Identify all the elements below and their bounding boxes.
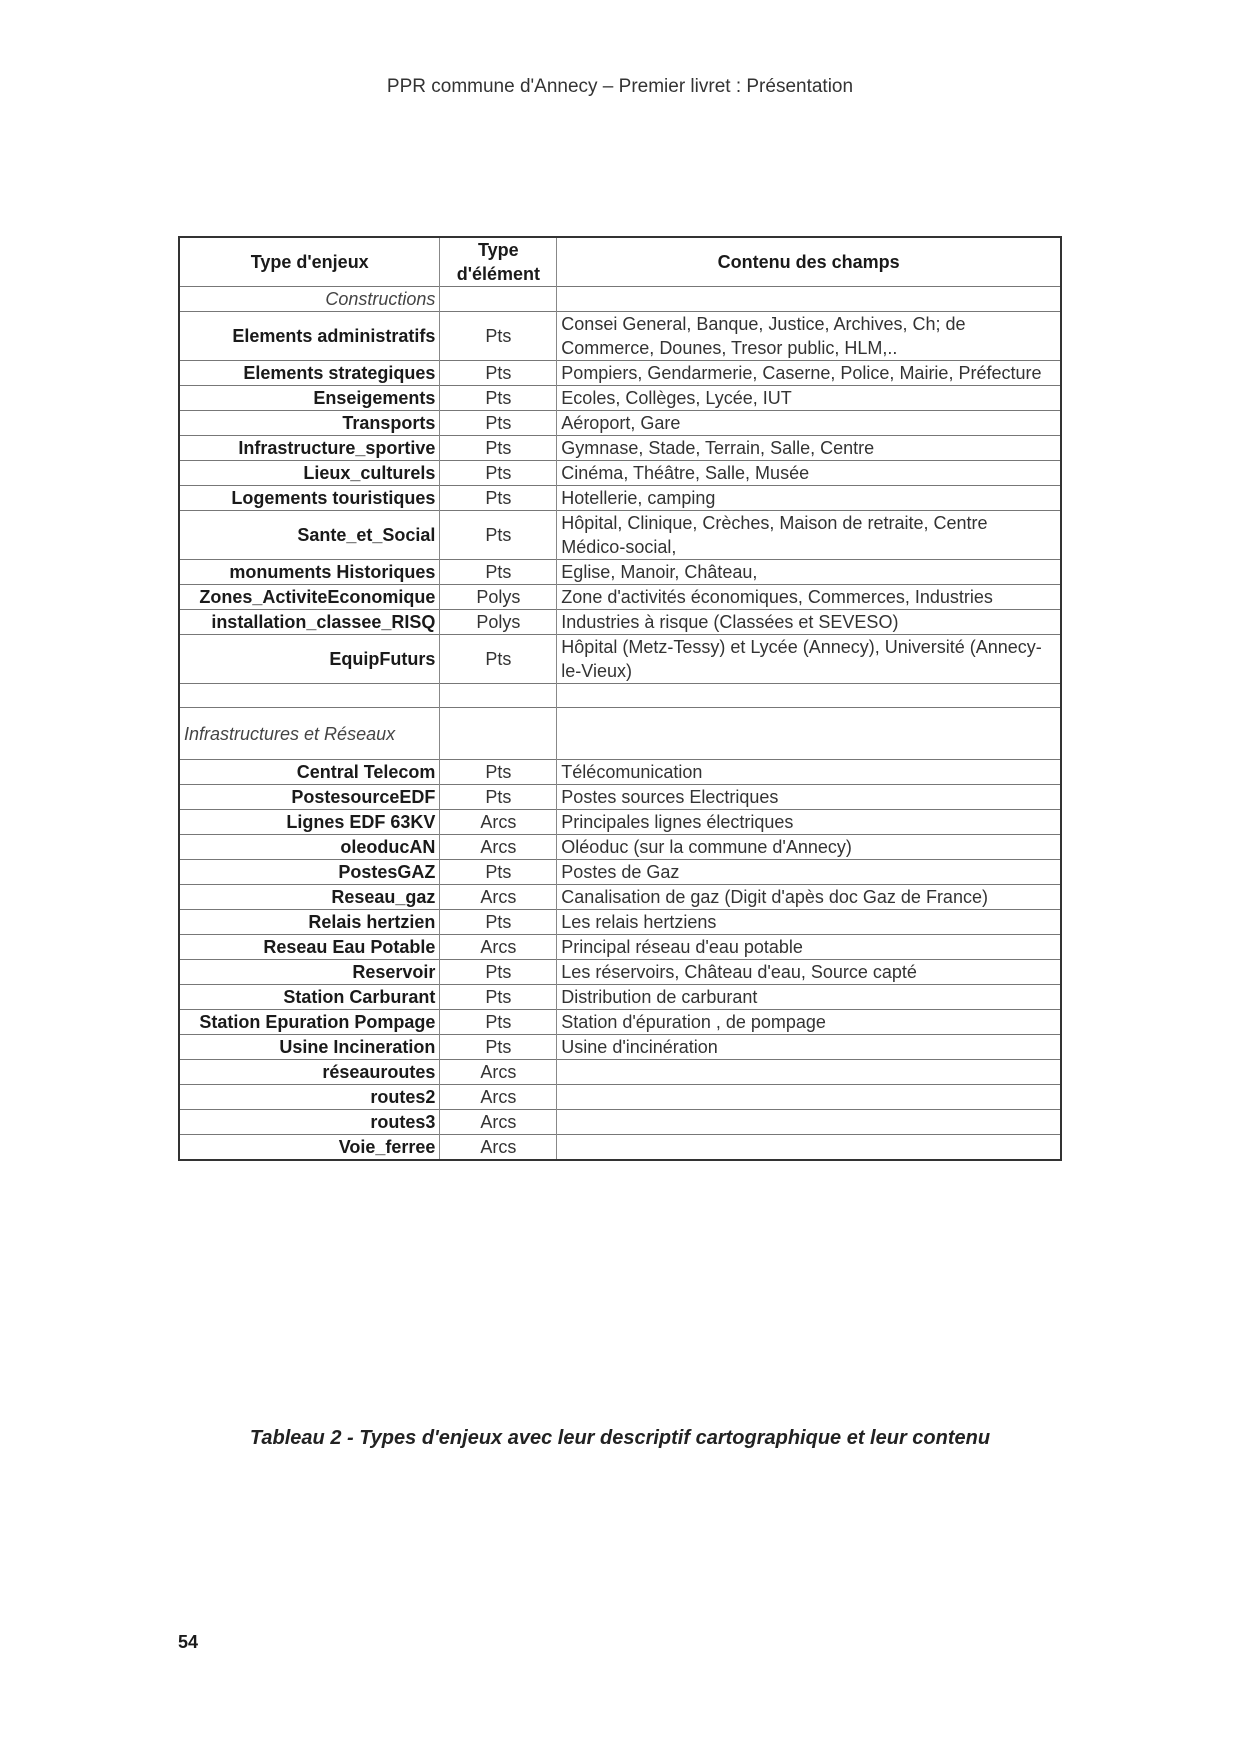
field-content: Distribution de carburant [557, 985, 1061, 1010]
enjeu-name: Station Epuration Pompage [179, 1010, 440, 1035]
table-row [179, 885, 1061, 910]
element-type: Pts [440, 985, 557, 1010]
element-type: Pts [440, 511, 557, 560]
table-row [179, 785, 1061, 810]
field-content [557, 1060, 1061, 1085]
table-row [179, 361, 1061, 386]
table-row [179, 585, 1061, 610]
field-content: Industries à risque (Classées et SEVESO) [557, 610, 1061, 635]
enjeu-name: PostesourceEDF [179, 785, 440, 810]
empty-cell [557, 287, 1061, 312]
table-row [179, 1085, 1061, 1110]
field-content: Usine d'incinération [557, 1035, 1061, 1060]
enjeu-name: PostesGAZ [179, 860, 440, 885]
table-row [179, 1135, 1061, 1161]
field-content: Ecoles, Collèges, Lycée, IUT [557, 386, 1061, 411]
header-contenu: Contenu des champs [557, 237, 1061, 287]
element-type: Pts [440, 760, 557, 785]
field-content [557, 1110, 1061, 1135]
page-number: 54 [178, 1632, 199, 1652]
field-content: Gymnase, Stade, Terrain, Salle, Centre [557, 436, 1061, 461]
element-type: Pts [440, 860, 557, 885]
element-type: Arcs [440, 1135, 557, 1161]
table-row [179, 635, 1061, 684]
field-content: Zone d'activités économiques, Commerces, Industries [557, 585, 1061, 610]
element-type: Polys [440, 610, 557, 635]
field-content: Cinéma, Théâtre, Salle, Musée [557, 461, 1061, 486]
element-type: Pts [440, 461, 557, 486]
element-type: Pts [440, 785, 557, 810]
enjeux-table [178, 236, 1062, 1161]
element-type: Pts [440, 312, 557, 361]
element-type: Arcs [440, 1060, 557, 1085]
enjeu-name: oleoducAN [179, 835, 440, 860]
enjeu-name: routes3 [179, 1110, 440, 1135]
field-content: Consei General, Banque, Justice, Archives, Ch; de Commerce, Dounes, Tresor public, HLM,.. [557, 312, 1061, 361]
field-content: Les relais hertziens [557, 910, 1061, 935]
element-type: Arcs [440, 935, 557, 960]
enjeu-name: réseauroutes [179, 1060, 440, 1085]
enjeu-name: routes2 [179, 1085, 440, 1110]
element-type: Arcs [440, 1085, 557, 1110]
enjeu-name: Enseigements [179, 386, 440, 411]
table-row [179, 560, 1061, 585]
element-type: Arcs [440, 835, 557, 860]
field-content [557, 1135, 1061, 1161]
section-row [179, 708, 1061, 760]
table-row [179, 312, 1061, 361]
header-type-enjeux: Type d'enjeux [179, 237, 440, 287]
element-type: Pts [440, 635, 557, 684]
field-content: Principales lignes électriques [557, 810, 1061, 835]
enjeu-name: Usine Incineration [179, 1035, 440, 1060]
field-content: Hôpital, Clinique, Crèches, Maison de retraite, Centre Médico-social, [557, 511, 1061, 560]
section-title: Constructions [179, 287, 440, 312]
table-row [179, 1110, 1061, 1135]
field-content: Eglise, Manoir, Château, [557, 560, 1061, 585]
element-type: Pts [440, 436, 557, 461]
field-content: Oléoduc (sur la commune d'Annecy) [557, 835, 1061, 860]
element-type: Pts [440, 560, 557, 585]
table-row [179, 935, 1061, 960]
field-content: Les réservoirs, Château d'eau, Source capté [557, 960, 1061, 985]
table-body [179, 287, 1061, 1161]
enjeu-name: EquipFuturs [179, 635, 440, 684]
field-content: Pompiers, Gendarmerie, Caserne, Police, Mairie, Préfecture [557, 361, 1061, 386]
enjeu-name: Voie_ferree [179, 1135, 440, 1161]
table-row [179, 910, 1061, 935]
field-content: Postes sources Electriques [557, 785, 1061, 810]
section-row [179, 287, 1061, 312]
header-type-element: Type d'élément [440, 237, 557, 287]
element-type: Pts [440, 1035, 557, 1060]
empty-cell [440, 684, 557, 708]
enjeu-name: Sante_et_Social [179, 511, 440, 560]
table-row [179, 436, 1061, 461]
enjeu-name: Zones_ActiviteEconomique [179, 585, 440, 610]
enjeu-name: monuments Historiques [179, 560, 440, 585]
enjeu-name: Reseau Eau Potable [179, 935, 440, 960]
field-content: Télécomunication [557, 760, 1061, 785]
empty-cell [440, 708, 557, 760]
table-row [179, 835, 1061, 860]
enjeu-name: Lignes EDF 63KV [179, 810, 440, 835]
table-row [179, 810, 1061, 835]
element-type: Pts [440, 486, 557, 511]
table-row [179, 610, 1061, 635]
enjeu-name: installation_classee_RISQ [179, 610, 440, 635]
table-row [179, 411, 1061, 436]
enjeu-name: Central Telecom [179, 760, 440, 785]
empty-cell [557, 684, 1061, 708]
spacer-row [179, 684, 1061, 708]
enjeu-name: Station Carburant [179, 985, 440, 1010]
enjeu-name: Logements touristiques [179, 486, 440, 511]
field-content: Station d'épuration , de pompage [557, 1010, 1061, 1035]
enjeu-name: Elements strategiques [179, 361, 440, 386]
table-row [179, 1035, 1061, 1060]
field-content: Postes de Gaz [557, 860, 1061, 885]
element-type: Pts [440, 910, 557, 935]
enjeu-name: Reservoir [179, 960, 440, 985]
table-row [179, 1010, 1061, 1035]
table-row [179, 511, 1061, 560]
element-type: Arcs [440, 885, 557, 910]
table-row [179, 760, 1061, 785]
table-row [179, 386, 1061, 411]
element-type: Pts [440, 361, 557, 386]
enjeu-name: Relais hertzien [179, 910, 440, 935]
element-type: Pts [440, 411, 557, 436]
element-type: Pts [440, 960, 557, 985]
empty-cell [557, 708, 1061, 760]
field-content: Principal réseau d'eau potable [557, 935, 1061, 960]
element-type: Pts [440, 386, 557, 411]
field-content [557, 1085, 1061, 1110]
enjeu-name: Transports [179, 411, 440, 436]
table-row [179, 960, 1061, 985]
empty-cell [440, 287, 557, 312]
element-type: Pts [440, 1010, 557, 1035]
table-header-row [179, 237, 1061, 287]
field-content: Hotellerie, camping [557, 486, 1061, 511]
table-row [179, 1060, 1061, 1085]
field-content: Canalisation de gaz (Digit d'apès doc Gaz de France) [557, 885, 1061, 910]
table-row [179, 985, 1061, 1010]
enjeu-name: Elements administratifs [179, 312, 440, 361]
empty-cell [179, 684, 440, 708]
enjeu-name: Infrastructure_sportive [179, 436, 440, 461]
enjeu-name: Reseau_gaz [179, 885, 440, 910]
table-row [179, 461, 1061, 486]
field-content: Aéroport, Gare [557, 411, 1061, 436]
page-header: PPR commune d'Annecy – Premier livret : Présentation [386, 76, 854, 97]
element-type: Polys [440, 585, 557, 610]
element-type: Arcs [440, 810, 557, 835]
table-row [179, 486, 1061, 511]
field-content: Hôpital (Metz-Tessy) et Lycée (Annecy), Université (Annecy-le-Vieux) [557, 635, 1061, 684]
enjeu-name: Lieux_culturels [179, 461, 440, 486]
element-type: Arcs [440, 1110, 557, 1135]
section-title: Infrastructures et Réseaux [179, 708, 440, 760]
table-row [179, 860, 1061, 885]
table-caption: Tableau 2 - Types d'enjeux avec leur descriptif cartographique et leur contenu [249, 1427, 991, 1449]
